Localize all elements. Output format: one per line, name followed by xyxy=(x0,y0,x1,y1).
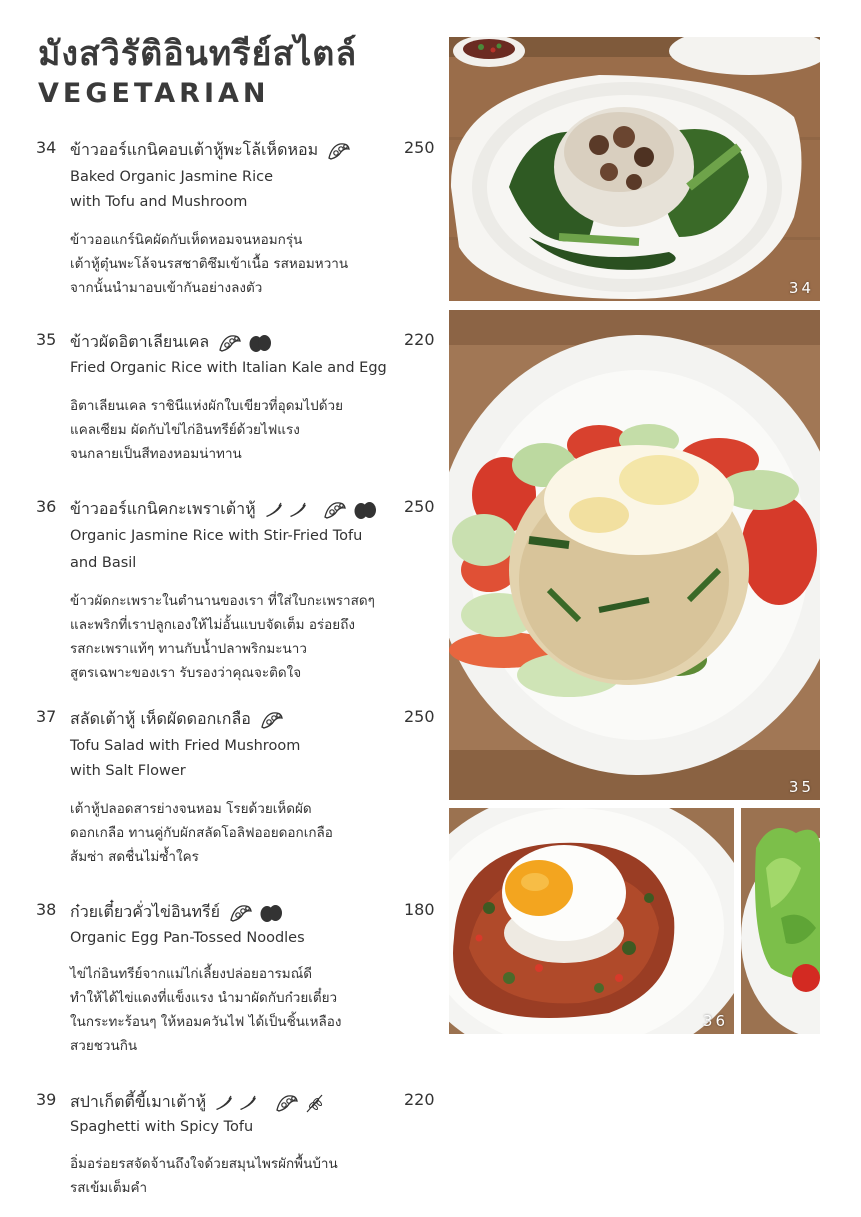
item-description xyxy=(70,589,390,685)
item-name-english-line: with Tofu and Mushroom xyxy=(70,194,248,210)
description-line: จากนั้นนำมาอบเข้ากันอย่างลงตัว xyxy=(70,280,263,296)
dietary-icons xyxy=(214,1092,326,1114)
item-name-thai-text: ข้าวผัดอิตาเลียนเคล xyxy=(70,332,210,351)
menu-item-37 xyxy=(36,707,436,867)
description-line: อิ่มอร่อยรสจัดจ้านถึงใจด้วยสมุนไพรผักพื้นบ้าน xyxy=(70,1156,338,1172)
baked-rice-clay-pot-image xyxy=(449,37,820,301)
item-number: 38 xyxy=(36,900,57,919)
dish-photo-34 xyxy=(449,37,820,301)
egg-icon xyxy=(352,499,378,521)
item-number: 34 xyxy=(36,138,57,157)
description-line: เต้าหู้ปลอดสารย่างจนหอม โรยด้วยเห็ดผัด xyxy=(70,801,312,817)
item-description xyxy=(70,1152,390,1200)
item-name-english-line: Spaghetti with Spicy Tofu xyxy=(70,1119,254,1135)
item-name-thai-text: สปาเก็ตตี้ขี้เมาเต้าหู้ xyxy=(70,1092,207,1111)
item-name-english-line: Baked Organic Jasmine Rice xyxy=(70,169,274,185)
egg-icon xyxy=(247,332,273,354)
soybean-icon xyxy=(228,902,254,924)
chili-icon xyxy=(214,1094,234,1112)
item-name-english-line: Organic Egg Pan-Tossed Noodles xyxy=(70,930,305,946)
menu-item-38 xyxy=(36,900,436,1060)
dietary-icons xyxy=(326,140,352,162)
dietary-icons xyxy=(228,902,284,924)
item-name-thai-text: ข้าวออร์แกนิคอบเต้าหู้พะโล้เห็ดหอม xyxy=(70,140,319,159)
item-name-english xyxy=(70,734,390,784)
item-name-english xyxy=(70,524,390,576)
tofu-salad-image xyxy=(741,808,820,1034)
description-line: ข้าวผัดกะเพราะในตำนานของเรา ที่ใส่ใบกะเพราสดๆ xyxy=(70,593,375,609)
item-price: 250 xyxy=(404,497,435,516)
description-line: จนกลายเป็นสีทองหอมน่าทาน xyxy=(70,446,242,462)
description-line: ดอกเกลือ ทานคู่กับผักสลัดโอลิฟออยดอกเกลือ xyxy=(70,825,333,841)
item-name-english-line: with Salt Flower xyxy=(70,763,186,779)
soybean-icon xyxy=(217,332,243,354)
chili-icon xyxy=(288,501,308,519)
item-name-english xyxy=(70,356,430,381)
description-line: ข้าวออแกร์นิคผัดกับเห็ดหอมจนหอมกรุ่น xyxy=(70,232,303,248)
menu-item-39 xyxy=(36,1090,436,1205)
photo-label: 34 xyxy=(788,279,814,297)
fried-rice-kale-image xyxy=(449,310,820,800)
description-line: ทำให้ได้ไข่แดงที่แข็งแรง นำมาผัดกับก๋วยเตี๋ยว xyxy=(70,990,338,1006)
item-name-english xyxy=(70,926,390,951)
item-name-english-line: Organic Jasmine Rice with Stir-Fried Tofu xyxy=(70,528,363,544)
menu-title-english: VEGETARIAN xyxy=(38,78,270,109)
description-line: แคลเซียม ผัดกับไข่ไก่อินทรีย์ด้วยไฟแรง xyxy=(70,422,300,438)
item-number: 36 xyxy=(36,497,57,516)
egg-icon xyxy=(258,902,284,924)
description-line: ส้มซ่า สดชื่นไม่ซ้ำใคร xyxy=(70,849,199,865)
chili-icon xyxy=(264,501,284,519)
photo-label: 36 xyxy=(702,1012,728,1030)
photo-label: 35 xyxy=(788,778,814,796)
item-name-english-line: Tofu Salad with Fried Mushroom xyxy=(70,738,301,754)
description-line: รสกะเพราแท้ๆ ทานกับน้ำปลาพริกมะนาว xyxy=(70,641,307,657)
item-price: 220 xyxy=(404,1090,435,1109)
wheat-icon xyxy=(304,1092,326,1114)
dish-photo-36 xyxy=(449,808,734,1034)
description-line: สวยชวนกิน xyxy=(70,1038,138,1054)
item-description xyxy=(70,797,390,869)
soybean-icon xyxy=(322,499,348,521)
soybean-icon xyxy=(326,140,352,162)
item-description xyxy=(70,962,390,1058)
dish-photo-37 xyxy=(741,808,820,1034)
description-line: เต้าหู้ตุ๋นพะโล้จนรสชาติซึมเข้าเนื้อ รสหอมหวาน xyxy=(70,256,349,272)
chili-icon xyxy=(238,1094,258,1112)
description-line: สูตรเฉพาะของเรา รับรองว่าคุณจะติดใจ xyxy=(70,665,302,681)
item-name-english xyxy=(70,165,390,215)
item-name-thai-text: ก๋วยเตี๋ยวคั่วไข่อินทรีย์ xyxy=(70,902,220,921)
basil-tofu-rice-image xyxy=(449,808,734,1034)
item-description xyxy=(70,228,390,300)
dish-photo-35 xyxy=(449,310,820,800)
dietary-icons xyxy=(259,709,285,731)
menu-title-thai: มังสวิรัติอินทรีย์สไตล์ xyxy=(38,34,358,74)
item-price: 250 xyxy=(404,707,435,726)
item-name-thai xyxy=(70,900,284,925)
item-number: 35 xyxy=(36,330,57,349)
dietary-icons xyxy=(217,332,273,354)
soybean-icon xyxy=(259,709,285,731)
item-name-thai xyxy=(70,497,378,522)
item-description xyxy=(70,394,390,466)
item-name-thai xyxy=(70,330,273,355)
menu-item-36 xyxy=(36,497,436,681)
description-line: และพริกที่เราปลูกเองให้ไม่อั้นแบบจัดเต็ม อร่อยถึง xyxy=(70,617,355,633)
item-name-english-line: Fried Organic Rice with Italian Kale and Egg xyxy=(70,360,387,376)
menu-item-34 xyxy=(36,138,436,298)
description-line: รสเข้มเต็มคำ xyxy=(70,1180,148,1196)
item-price: 250 xyxy=(404,138,435,157)
item-name-thai xyxy=(70,138,352,163)
item-number: 37 xyxy=(36,707,57,726)
item-name-thai xyxy=(70,1090,326,1115)
menu-item-35 xyxy=(36,330,436,470)
item-name-thai-text: ข้าวออร์แกนิคกะเพราเต้าหู้ xyxy=(70,499,256,518)
item-name-english-line: and Basil xyxy=(70,555,137,571)
description-line: ไข่ไก่อินทรีย์จากแม่ไก่เลี้ยงปล่อยอารมณ์ดี xyxy=(70,966,312,982)
description-line: ในกระทะร้อนๆ ให้หอมควันไฟ ได้เป็นชิ้นเหลือง xyxy=(70,1014,342,1030)
item-number: 39 xyxy=(36,1090,57,1109)
item-name-thai xyxy=(70,707,285,732)
description-line: อิตาเลียนเคล ราชินีแห่งผักใบเขียวที่อุดมไปด้วย xyxy=(70,398,343,414)
dietary-icons xyxy=(264,499,378,521)
item-name-thai-text: สลัดเต้าหู้ เห็ดผัดดอกเกลือ xyxy=(70,709,251,728)
item-name-english xyxy=(70,1115,390,1140)
soybean-icon xyxy=(274,1092,300,1114)
item-price: 180 xyxy=(404,900,435,919)
item-price: 220 xyxy=(404,330,435,349)
